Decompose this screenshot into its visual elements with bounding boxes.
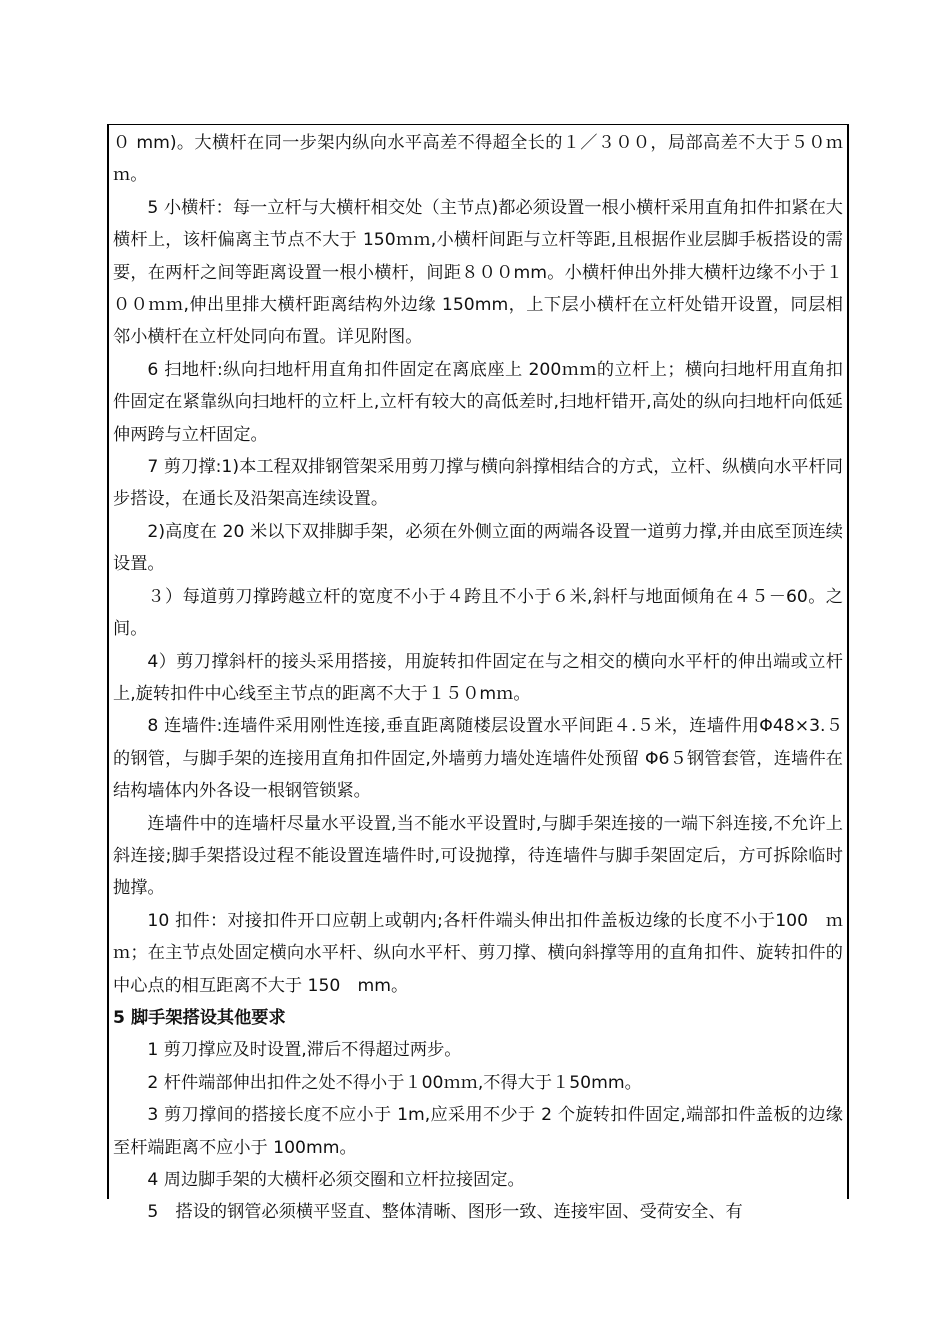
paragraph-coupler: 10 扣件：对接扣件开口应朝上或朝内;各杆件端头伸出扣件盖板边缘的长度不小于100 ｍｍ；在主节点处固定横向水平杆、纵向水平杆、剪刀撑、横向斜撑等用的直角扣件、旋转扣件的中心点的相互距离不大于 150 mm。 — [113, 910, 843, 996]
paragraph-requirement-4: 4 周边脚手架的大横杆必须交圈和立杆拉接固定。 — [147, 1170, 525, 1190]
paragraph-sweep-pole: 6 扫地杆:纵向扫地杆用直角扣件固定在离底座上 200ｍｍ的立杆上；横向扫地杆用直角扣件固定在紧靠纵向扫地杆的立杆上,立杆有较大的高低差时,扫地杆错开,高处的纵向扫地杆向低延伸两跨与立杆固定。 — [113, 359, 843, 445]
paragraph-continuation: ０ mm)。大横杆在同一步架内纵向水平高差不得超全长的１／３００，局部高差不大于５０ｍｍ。 — [113, 133, 843, 186]
paragraph-small-crossbar: 5 小横杆：每一立杆与大横杆相交处（主节点)都必须设置一根小横杆采用直角扣件扣紧在大横杆上，该杆偏离主节点不大于 150ｍｍ,小横杆间距与立杆等距,且根据作业层脚手板搭设的需要，在两杆之间等距离设置一根小横杆，间距８００mm。小横杆伸出外排大横杆边缘不小于１００ｍｍ,伸出里排大横杆距离结构外边缘 150mm，上下层小横杆在立杆处错开设置，同层相邻小横杆在立杆处同向布置。详见附图。 — [113, 197, 843, 348]
document-body — [113, 127, 843, 1229]
section-heading: 5 脚手架搭设其他要求 — [113, 1007, 286, 1028]
paragraph-requirement-3: 3 剪刀撑间的搭接长度不应小于 1m,应采用不少于 2 个旋转扣件固定,端部扣件盖板的边缘至杆端距离不应小于 100mm。 — [113, 1105, 843, 1158]
paragraph-scissor-brace: 7 剪刀撑:1)本工程双排钢管架采用剪刀撑与横向斜撑相结合的方式，立杆、纵横向水平杆同步搭设，在通长及沿架高连续设置。 — [113, 457, 843, 510]
paragraph-wall-tie-rod: 连墙件中的连墙杆尽量水平设置,当不能水平设置时,与脚手架连接的一端下斜连接,不允许上斜连接;脚手架搭设过程不能设置连墙件时,可设抛撑，待连墙件与脚手架固定后，方可拆除临时抛撑。 — [113, 813, 843, 899]
paragraph-scissor-brace-3: ３）每道剪刀撑跨越立杆的宽度不小于４跨且不小于６米,斜杆与地面倾角在４５－60。之间。 — [113, 586, 843, 640]
paragraph-requirement-5: 5 搭设的钢管必须横平竖直、整体清晰、图形一致、连接牢固、受荷安全、有 — [147, 1202, 743, 1223]
paragraph-wall-tie: 8 连墙件:连墙件采用刚性连接,垂直距离随楼层设置水平间距４.５米，连墙件用Φ48×3.５的钢管，与脚手架的连接用直角扣件固定,外墙剪力墙处连墙件处预留 Φ6５钢管套管，连墙件在结构墙体内外各设一根钢管锁紧。 — [113, 716, 843, 802]
paragraph-scissor-brace-2: 2)高度在 20 米以下双排脚手架，必须在外侧立面的两端各设置一道剪力撑,并由底至顶连续设置。 — [113, 521, 843, 575]
paragraph-requirement-1: 1 剪刀撑应及时设置,滞后不得超过两步。 — [147, 1040, 462, 1061]
paragraph-requirement-2: 2 杆件端部伸出扣件之处不得小于１00ｍｍ,不得大于１50mm。 — [147, 1072, 642, 1093]
paragraph-scissor-brace-4: 4）剪刀撑斜杆的接头采用搭接，用旋转扣件固定在与之相交的横向水平杆的伸出端或立杆上,旋转扣件中心线至主节点的距离不大于１５０mｍ。 — [113, 651, 843, 704]
